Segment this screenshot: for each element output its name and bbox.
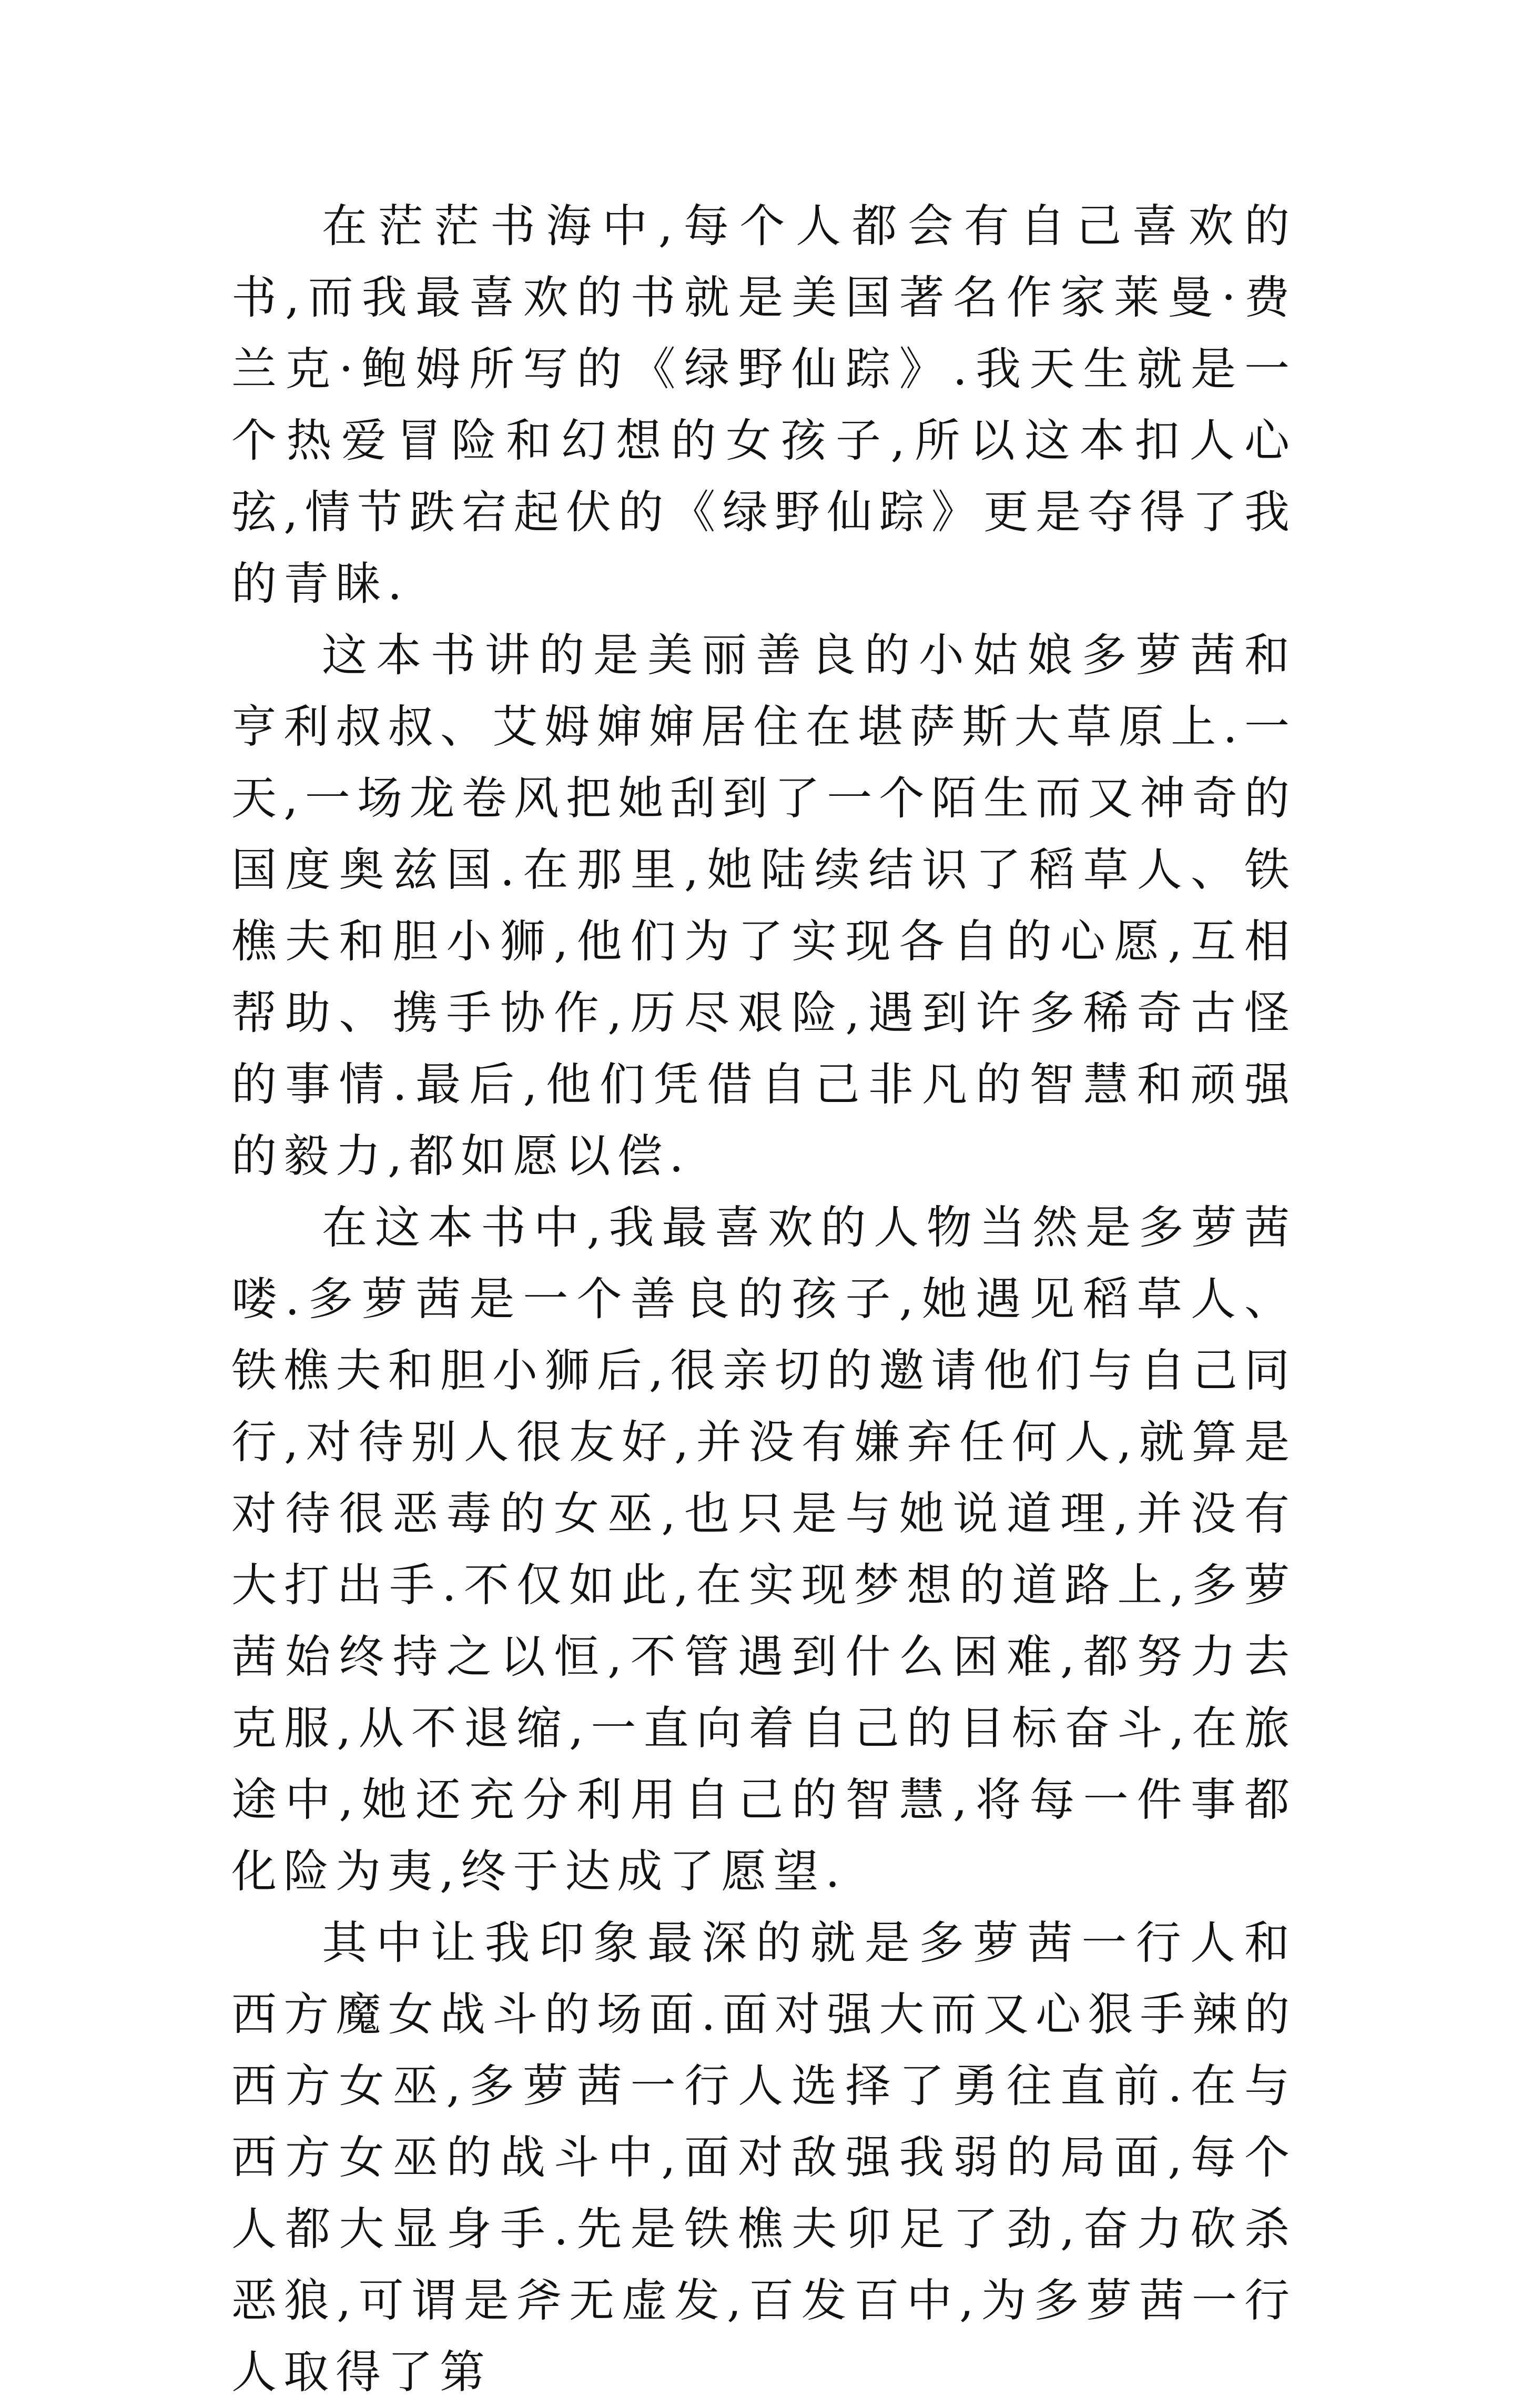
- paragraph-plot-summary: 这本书讲的是美丽善良的小姑娘多萝茜和亨利叔叔、艾姆婶婶居住在堪萨斯大草原上.一天,一场龙卷风把她刮到了一个陌生而又神奇的国度奥兹国.在那里,她陆续结识了稻草人、铁樵夫和胆小狮,他们为了实现各自的心愿,互相帮助、携手协作,历尽艰险,遇到许多稀奇古怪的事情.最后,他们凭借自己非凡的智慧和顽强的毅力,都如愿以偿.: [231, 629, 1296, 1182]
- paragraph-favorite-character: 在这本书中,我最喜欢的人物当然是多萝茜喽.多萝茜是一个善良的孩子,她遇见稻草人、铁樵夫和胆小狮后,很亲切的邀请他们与自己同行,对待别人很友好,并没有嫌弃任何人,就算是对待很恶毒的女巫,也只是与她说道理,并没有大打出手.不仅如此,在实现梦想的道路上,多萝茜始终持之以恒,不管遇到什么困难,都努力去克服,从不退缩,一直向着自己的目标奋斗,在旅途中,她还充分利用自己的智慧,将每一件事都化险为夷,终于达成了愿望.: [231, 1201, 1296, 1898]
- paragraph-battle-scene: 其中让我印象最深的就是多萝茜一行人和西方魔女战斗的场面.面对强大而又心狠手辣的西方女巫,多萝茜一行人选择了勇往直前.在与西方女巫的战斗中,面对敌强我弱的局面,每个人都大显身手.先是铁樵夫卯足了劲,奋力砍杀恶狼,可谓是斧无虚发,百发百中,为多萝茜一行人取得了第: [231, 1917, 1296, 2399]
- essay-body: [231, 190, 1296, 2408]
- paragraph-intro: 在茫茫书海中,每个人都会有自己喜欢的书,而我最喜欢的书就是美国著名作家莱曼·费兰克·鲍姆所写的《绿野仙踪》.我天生就是一个热爱冒险和幻想的女孩子,所以这本扣人心弦,情节跌宕起伏的《绿野仙踪》更是夺得了我的青睐.: [231, 200, 1296, 610]
